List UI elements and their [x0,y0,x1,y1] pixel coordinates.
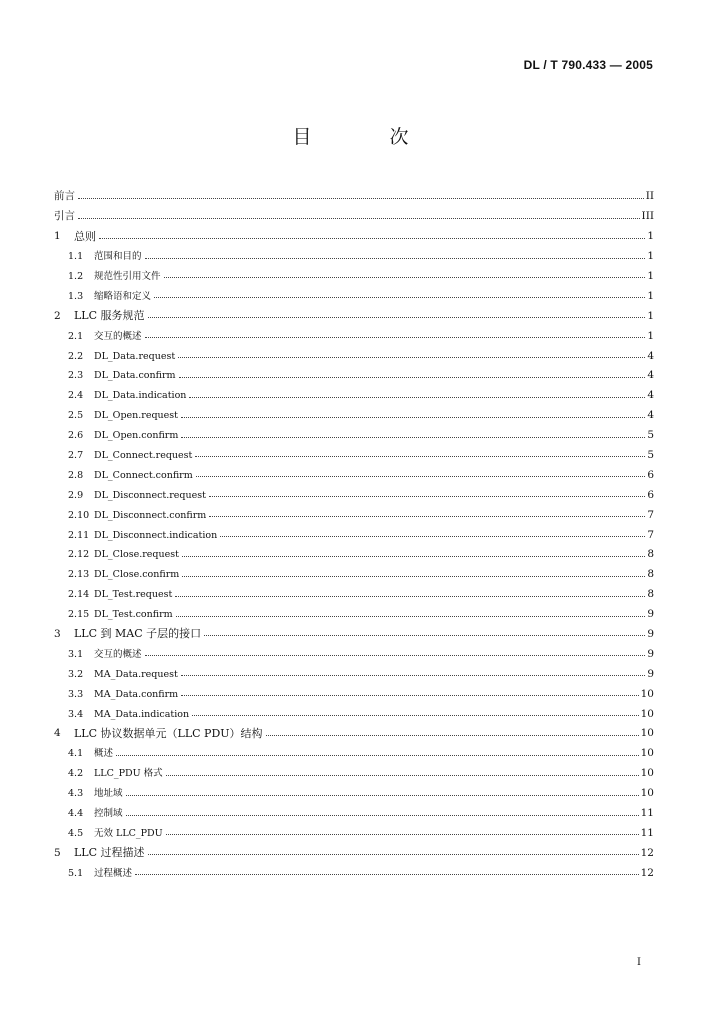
toc-entry[interactable] [54,242,654,262]
toc-entry-number: 4.4 [68,808,84,819]
toc-entry-number: 1.1 [68,251,84,263]
toc-entry[interactable] [54,421,654,441]
dot-leader [78,198,644,199]
toc-entry[interactable] [54,281,654,301]
toc-entry-title: DL_Close.request [94,549,179,561]
dot-leader [182,556,645,557]
dot-leader [192,715,639,716]
toc-entry-page: 12 [640,866,654,879]
toc-entry[interactable] [54,719,654,739]
toc-entry-number: 2.7 [68,449,84,461]
toc-entry-page: 9 [647,608,654,621]
toc-entry-title: MA_Data.request [94,668,178,680]
toc-entry-title: DL_Data.indication [94,390,187,402]
toc-entry-page: 9 [647,667,654,680]
toc-entry[interactable] [54,858,654,878]
toc-entry[interactable] [54,819,654,839]
toc-entry-page: III [641,210,654,223]
dot-leader [209,516,645,517]
toc-entry-title: 概述 [94,748,114,760]
dot-leader [189,397,645,398]
toc-entry-title: 无效 LLC_PDU [94,827,163,839]
dot-leader [164,277,646,278]
toc-entry-number: 2.4 [68,390,84,402]
dot-leader [145,655,646,656]
table-of-contents [54,182,654,878]
toc-entry[interactable] [54,679,654,699]
toc-entry-number: 1 [54,230,61,243]
toc-entry-title: DL_Open.confirm [94,430,179,442]
toc-entry-title: DL_Connect.confirm [94,469,193,481]
toc-entry-page: 4 [647,389,654,402]
toc-entry-page: 11 [640,826,654,839]
toc-entry-number: 2.6 [68,430,84,442]
toc-entry-page: 10 [640,687,654,700]
toc-entry[interactable] [54,560,654,580]
toc-entry-number: 2.8 [68,469,84,481]
toc-entry-title: 前言 [54,190,75,203]
toc-entry-page: 6 [647,488,654,501]
toc-entry-number: 2.3 [68,370,84,382]
toc-entry-title: DL_Test.confirm [94,609,173,621]
toc-entry[interactable] [54,202,654,222]
toc-entry[interactable] [54,460,654,480]
toc-entry-title: DL_Close.confirm [94,569,180,581]
dot-leader [175,596,645,597]
dot-leader [116,755,639,756]
toc-entry-title: 范围和目的 [94,251,142,263]
toc-entry-title: DL_Disconnect.confirm [94,509,207,521]
toc-entry-number: 2.14 [68,589,90,601]
toc-entry-number: 4.1 [68,748,84,760]
dot-leader [145,337,646,338]
toc-entry-title: 交互的概述 [94,330,142,342]
toc-entry-title: DL_Disconnect.request [94,489,206,501]
toc-entry[interactable] [54,620,654,640]
dot-leader [99,238,645,239]
toc-entry-title: 缩略语和定义 [94,290,152,302]
toc-entry-page: II [645,190,654,203]
toc-entry-title: DL_Data.request [94,350,176,362]
toc-entry[interactable] [54,182,654,202]
toc-entry-number: 2.9 [68,489,84,501]
toc-entry-title: 过程概述 [94,867,133,879]
toc-entry-number: 3.1 [68,648,84,660]
toc-entry[interactable] [54,222,654,242]
dot-leader [78,218,640,219]
toc-entry-number: 5.1 [68,867,84,879]
toc-entry-page: 8 [647,588,654,601]
dot-leader [148,854,639,855]
toc-entry-page: 1 [647,309,654,322]
toc-entry-page: 8 [647,568,654,581]
toc-entry-page: 9 [647,647,654,660]
dot-leader [209,496,645,497]
toc-entry-number: 2.1 [68,330,84,342]
dot-leader [145,258,646,259]
toc-entry-number: 3.3 [68,688,84,700]
toc-entry-title: DL_Data.confirm [94,370,176,382]
toc-entry[interactable] [54,739,654,759]
toc-entry[interactable] [54,699,654,719]
dot-leader [176,616,646,617]
toc-entry-number: 2.10 [68,509,90,521]
toc-entry-page: 7 [647,528,654,541]
toc-entry[interactable] [54,401,654,421]
toc-entry[interactable] [54,759,654,779]
toc-entry-title: LLC 服务规范 [74,309,145,323]
toc-entry-number: 4.3 [68,788,84,800]
toc-entry-number: 2.5 [68,410,84,422]
dot-leader [196,476,646,477]
toc-entry-number: 1.2 [68,270,84,282]
toc-entry-title: LLC 过程描述 [74,846,145,860]
dot-leader [181,417,645,418]
toc-entry[interactable] [54,500,654,520]
toc-entry[interactable] [54,341,654,361]
toc-entry-number: 3.4 [68,708,84,720]
toc-entry-title: MA_Data.indication [94,708,190,720]
toc-entry[interactable] [54,639,654,659]
toc-entry-page: 10 [640,727,654,740]
toc-entry[interactable] [54,580,654,600]
toc-entry-number: 4 [54,727,61,740]
toc-entry-title: DL_Test.request [94,589,173,601]
dot-leader [178,357,645,358]
toc-entry[interactable] [54,321,654,341]
toc-entry[interactable] [54,659,654,679]
toc-entry[interactable] [54,540,654,560]
toc-entry-page: 10 [640,787,654,800]
toc-entry-page: 1 [647,269,654,282]
toc-entry-title: MA_Data.confirm [94,688,179,700]
dot-leader [181,675,646,676]
page-title: 目 次 [292,126,445,148]
toc-entry[interactable] [54,600,654,620]
toc-entry[interactable] [54,779,654,799]
dot-leader [181,437,645,438]
toc-entry[interactable] [54,520,654,540]
toc-entry-title: LLC 到 MAC 子层的接口 [74,627,202,641]
toc-entry-title: DL_Open.request [94,410,178,422]
document-code: DL / T 790.433 — 2005 [523,58,653,72]
toc-entry-page: 1 [647,289,654,302]
toc-entry-page: 11 [640,807,654,819]
toc-entry-page: 7 [647,508,654,521]
toc-entry-page: 6 [647,468,654,481]
toc-entry-title: 引言 [54,210,75,223]
toc-entry[interactable] [54,301,654,321]
dot-leader [181,695,638,696]
toc-entry-title: LLC 协议数据单元（LLC PDU）结构 [74,726,263,740]
dot-leader [182,576,645,577]
toc-entry-page: 10 [640,747,654,760]
toc-entry-title: 控制域 [94,808,123,819]
dot-leader [179,377,646,378]
toc-entry-page: 1 [647,329,654,342]
dot-leader [195,456,645,457]
toc-entry[interactable] [54,381,654,401]
dot-leader [166,834,639,835]
toc-entry-title: 交互的概述 [94,648,142,660]
toc-entry-number: 1.3 [68,290,84,302]
dot-leader [135,874,639,875]
toc-entry-page: 5 [647,448,654,461]
toc-entry-page: 10 [640,767,654,780]
toc-entry-title: DL_Disconnect.indication [94,529,218,541]
toc-entry-title: 规范性引用文件 [94,270,161,282]
toc-entry-page: 4 [647,369,654,382]
toc-entry-number: 2.13 [68,569,90,581]
toc-entry-number: 2.2 [68,350,84,362]
toc-entry[interactable] [54,262,654,282]
toc-entry-number: 5 [54,846,61,859]
toc-entry-page: 5 [647,429,654,442]
toc-entry-number: 2.12 [68,549,90,561]
toc-entry-page: 9 [647,627,654,640]
toc-entry-title: DL_Connect.request [94,449,193,461]
toc-entry-title: 总则 [74,229,96,243]
toc-entry-number: 2.15 [68,609,90,621]
toc-entry-number: 4.5 [68,827,84,839]
toc-entry-page: 4 [647,409,654,422]
dot-leader [154,297,645,298]
toc-entry-page: 12 [640,846,654,859]
toc-entry-page: 10 [640,707,654,720]
dot-leader [266,735,639,736]
toc-entry-page: 1 [647,250,654,263]
toc-entry-title: 地址域 [94,788,123,800]
toc-entry-number: 2.11 [68,529,90,541]
dot-leader [166,775,639,776]
dot-leader [126,815,639,816]
toc-entry-page: 8 [647,548,654,561]
dot-leader [148,317,646,318]
toc-entry[interactable] [54,838,654,858]
toc-entry[interactable] [54,361,654,381]
toc-entry-number: 2 [54,309,61,322]
dot-leader [126,795,639,796]
toc-entry-number: 3 [54,627,61,640]
toc-entry-page: 1 [647,230,654,243]
toc-entry[interactable] [54,480,654,500]
toc-entry[interactable] [54,441,654,461]
dot-leader [220,536,645,537]
dot-leader [204,635,645,636]
toc-entry-number: 4.2 [68,768,84,780]
toc-entry-title: LLC_PDU 格式 [94,768,163,780]
toc-entry-page: 4 [647,349,654,362]
toc-entry-number: 3.2 [68,668,84,680]
toc-entry[interactable] [54,799,654,819]
page-number: I [637,957,641,968]
